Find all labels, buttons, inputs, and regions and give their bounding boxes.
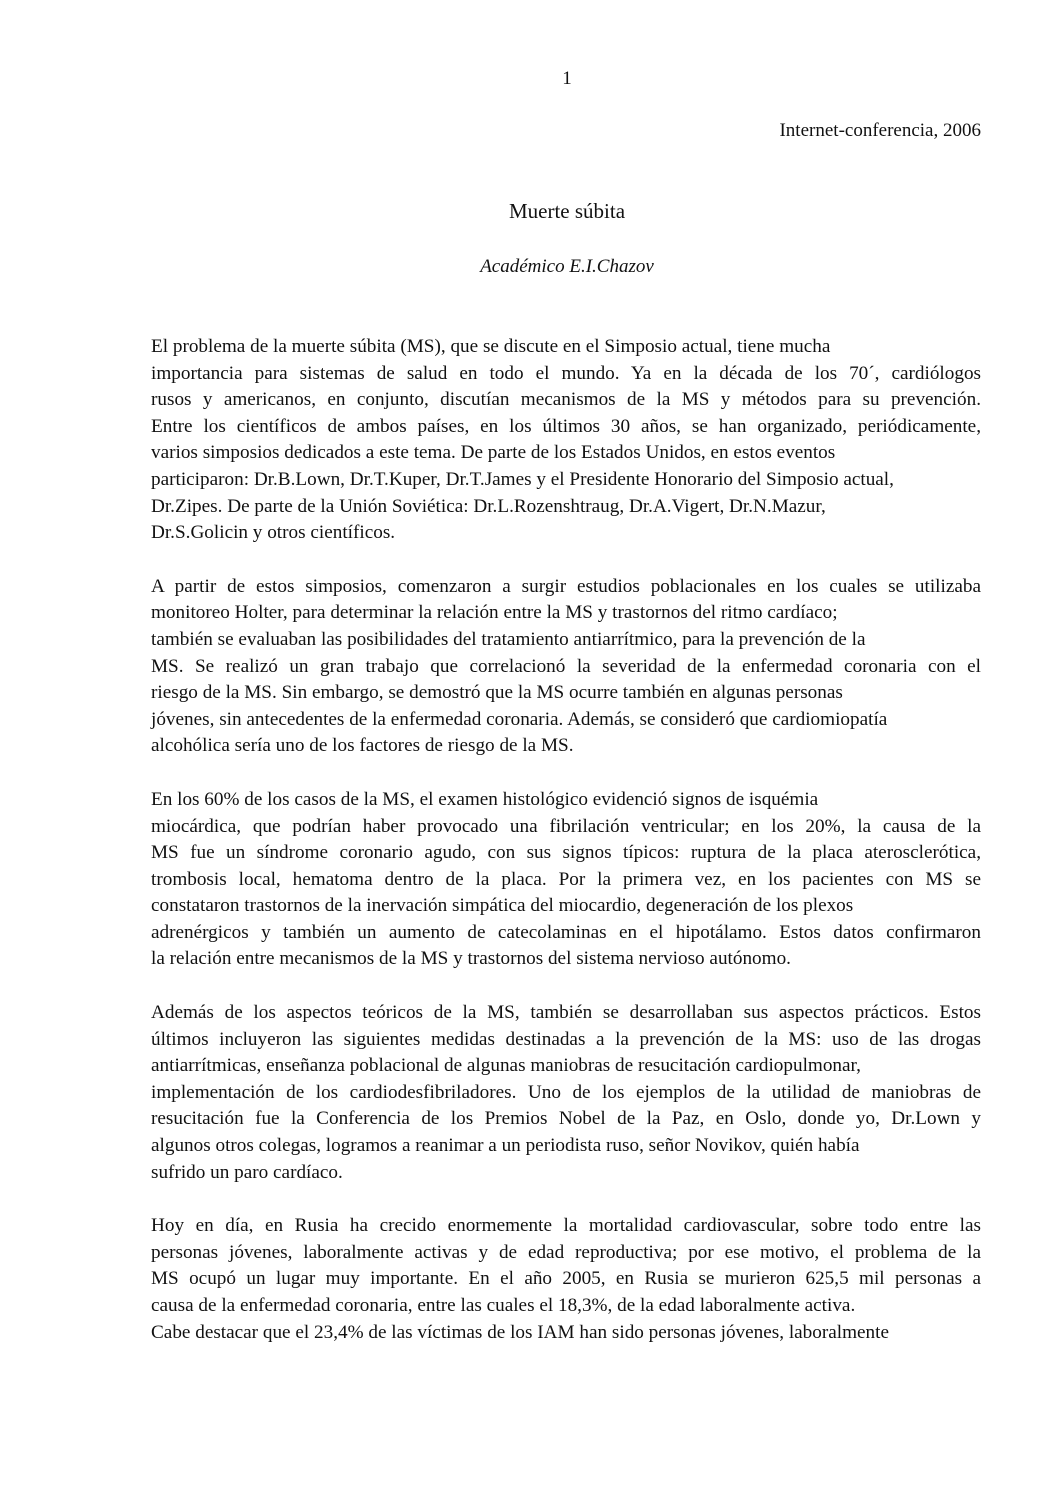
paragraph-line: MS fue un síndrome coronario agudo, con sus signos típicos: ruptura de la placa aterosclerótica, [151, 842, 981, 864]
paragraph-line: rusos y americanos, en conjunto, discutían mecanismos de la MS y métodos para su prevención. [151, 389, 981, 411]
paragraph-line: Hoy en día, en Rusia ha crecido enormemente la mortalidad cardiovascular, sobre todo entre las [151, 1215, 981, 1237]
paragraph-line: la relación entre mecanismos de la MS y trastornos del sistema nervioso autónomo. [151, 948, 791, 970]
paragraph [151, 574, 981, 760]
paragraph-line: antiarrítmicas, enseñanza poblacional de algunas maniobras de resucitación cardiopulmonar, [151, 1055, 861, 1077]
paragraph-line: MS. Se realizó un gran trabajo que correlacionó la severidad de la enfermedad coronaria con el [151, 655, 981, 677]
paragraph-line: A partir de estos simposios, comenzaron a surgir estudios poblacionales en los cuales se utilizaba [151, 575, 981, 597]
paragraph-line: jóvenes, sin antecedentes de la enfermedad coronaria. Además, se consideró que cardiomiopatía [151, 708, 888, 730]
paragraph-line: Dr.Zipes. De parte de la Unión Soviética: Dr.L.Rozenshtraug, Dr.A.Vigert, Dr.N.Mazur, [151, 495, 826, 517]
paragraph-line: algunos otros colegas, logramos a reanimar a un periodista ruso, señor Novikov, quién había [151, 1135, 860, 1157]
paragraph-line: Dr.S.Golicin y otros científicos. [151, 522, 396, 544]
article-author: Académico E.I.Chazov [480, 256, 654, 277]
paragraph-line: personas jóvenes, laboralmente activas y de edad reproductiva; por ese motivo, el problema de la [151, 1241, 981, 1263]
paragraph-line: últimos incluyeron las siguientes medidas destinadas a la prevención de la MS: uso de las drogas [151, 1028, 981, 1050]
paragraph-line: varios simposios dedicados a este tema. De parte de los Estados Unidos, en estos eventos [151, 442, 836, 464]
paragraph-line: implementación de los cardiodesfibriladores. Uno de los ejemplos de la utilidad de maniobras de [151, 1081, 981, 1103]
paragraph-line: Cabe destacar que el 23,4% de las víctimas de los IAM han sido personas jóvenes, laboralmente [151, 1321, 889, 1343]
article-title: Muerte súbita [508, 199, 626, 223]
paragraph-line: constataron trastornos de la inervación simpática del miocardio, degeneración de los plexos [151, 895, 854, 917]
paragraph-line: resucitación fue la Conferencia de los Premios Nobel de la Paz, en Oslo, donde yo, Dr.Lown y [151, 1108, 981, 1130]
paragraph-line: monitoreo Holter, para determinar la relación entre la MS y trastornos del ritmo cardíaco; [151, 602, 838, 624]
paragraph-line: MS ocupó un lugar muy importante. En el año 2005, en Rusia se murieron 625,5 mil personas a [151, 1268, 981, 1290]
paragraph-line: adrenérgicos y también un aumento de catecolaminas en el hipotálamo. Estos datos confirmaron [151, 921, 981, 943]
paragraph-line: trombosis local, hematoma dentro de la placa. Por la primera vez, en los pacientes con MS se [151, 868, 981, 890]
paragraph [151, 1213, 981, 1346]
paragraph-line: El problema de la muerte súbita (MS), que se discute en el Simposio actual, tiene mucha [151, 336, 831, 357]
paragraph-line: sufrido un paro cardíaco. [151, 1161, 343, 1183]
paragraph [151, 1000, 981, 1186]
paragraph-line: causa de la enfermedad coronaria, entre las cuales el 18,3%, de la edad laboralmente activa. [151, 1295, 856, 1316]
paragraph-line: también se evaluaban las posibilidades del tratamiento antiarrítmico, para la prevención de la [151, 628, 866, 650]
paragraph-line: riesgo de la MS. Sin embargo, se demostró que la MS ocurre también en algunas personas [151, 682, 843, 704]
paragraph-line: participaron: Dr.B.Lown, Dr.T.Kuper, Dr.T.James y el Presidente Honorario del Simposio actual, [151, 468, 894, 490]
paragraph-line: importancia para sistemas de salud en todo el mundo. Ya en la década de los 70´, cardiólogos [151, 362, 981, 384]
article-body [151, 334, 981, 1373]
paragraph-line: alcohólica sería uno de los factores de riesgo de la MS. [151, 735, 574, 757]
paragraph-line: Entre los científicos de ambos países, en los últimos 30 años, se han organizado, periódicamente, [151, 415, 981, 437]
page-number: 1 [562, 68, 572, 89]
paragraph-line: miocárdica, que podrían haber provocado una fibrilación ventricular; en los 20%, la causa de la [151, 815, 981, 837]
paragraph-line: En los 60% de los casos de la MS, el examen histológico evidenció signos de isquémia [151, 788, 819, 810]
paragraph-line: Además de los aspectos teóricos de la MS, también se desarrollaban sus aspectos prácticos. Estos [151, 1002, 981, 1024]
conference-label: Internet-conferencia, 2006 [779, 120, 981, 141]
paragraph [151, 787, 981, 973]
paragraph [151, 334, 981, 547]
